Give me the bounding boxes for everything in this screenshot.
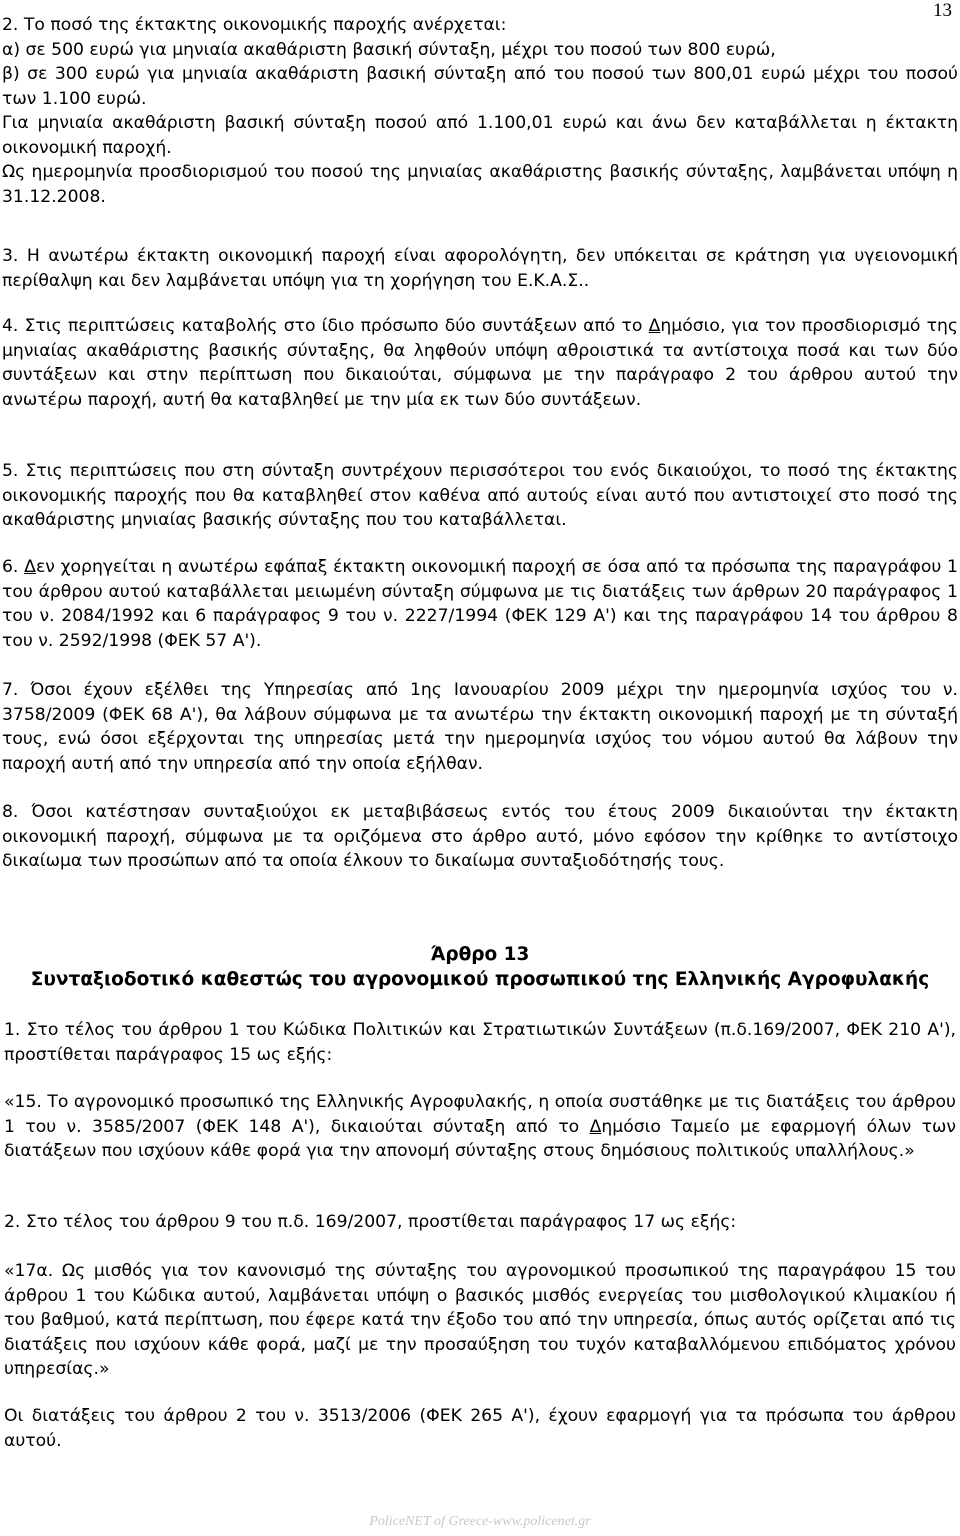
paragraph-4-text (2, 314, 958, 412)
quoted-paragraph-17a-text: «17α. Ως μισθός για τον κανονισμό της σύνταξης του αγρονομικού προσωπικού της παραγράφου 15 του άρθρου 1 του Κώδικα αυτού, λαμβάνεται υπόψη ο βασικός μισθός ενεργείας του μισθολογικού κλιμακίου ή του βαθμού, κατά περίπτωση, που έφερε κατά την έξοδο του από την υπηρεσία, όπως αυτός ορίζεται από τις διατάξεις που ισχύουν κάθε φορά, μαζί με την προσαύξηση του τυχόν καταβαλλόμενου επιδόματος χρόνου υπηρεσίας.» (4, 1261, 956, 1379)
paragraph-4-underlined-letter: Δ (648, 316, 661, 336)
paragraph-6-text (2, 555, 958, 653)
article-paragraph-1-text: 1. Στο τέλος του άρθρου 1 του Κώδικα Πολιτικών και Στρατιωτικών Συντάξεων (π.δ.169/2007, ΦΕΚ 210 Α'), προστίθεται παράγραφος 15 ως εξής: (4, 1020, 956, 1065)
article-paragraph-2-text: 2. Στο τέλος του άρθρου 9 του π.δ. 169/2007, προστίθεται παράγραφος 17 ως εξής: (4, 1212, 737, 1232)
paragraph-8 (0, 800, 960, 874)
article-closing-provision-text: Οι διατάξεις του άρθρου 2 του ν. 3513/2006 (ΦΕΚ 265 Α'), έχουν εφαρμογή για τα πρόσωπα του άρθρου αυτού. (4, 1406, 956, 1451)
paragraph-3 (0, 244, 960, 293)
paragraph-2-intro: 2. Το ποσό της έκτακτης οικονομικής παροχής ανέρχεται: (2, 15, 507, 35)
paragraph-3-text: 3. Η ανωτέρω έκτακτη οικονομική παροχή είναι αφορολόγητη, δεν υπόκειται σε κράτηση για υγειονομική περίθαλψη και δεν λαμβάνεται υπόψη για τη χορήγηση του Ε.Κ.Α.Σ.. (2, 246, 958, 291)
paragraph-4-part-1: 4. Στις περιπτώσεις καταβολής στο ίδιο πρόσωπο δύο συντάξεων από το (2, 316, 649, 336)
paragraph-4 (0, 314, 960, 412)
article-closing-provision (0, 1404, 960, 1453)
quoted-paragraph-15-part-1: «15. Το αγρονομικό προσωπικό της Ελληνικής Αγροφυλακής, η οποία συστάθηκε με τις διατάξεις του άρθρου 1 του ν. 3585/2007 (ΦΕΚ 148 Α'), δικαιούται σύνταξη από το (4, 1092, 956, 1137)
article-paragraph-2 (0, 1210, 960, 1235)
quoted-paragraph-15-underlined-letter: Δ (589, 1116, 602, 1137)
quoted-paragraph-15-text (4, 1090, 956, 1164)
paragraph-2-item-a: α) σε 500 ευρώ για μηνιαία ακαθάριστη βασική σύνταξη, μέχρι του ποσού των 800 ευρώ, (2, 39, 776, 60)
quoted-paragraph-15 (0, 1090, 960, 1164)
article-number: Άρθρο 13 (430, 944, 530, 965)
page-number: 13 (933, 0, 952, 21)
paragraph-5-text: 5. Στις περιπτώσεις που στη σύνταξη συντρέχουν περισσότεροι του ενός δικαιούχοι, το ποσό της έκτακτης οικονομικής παροχής που θα καταβληθεί στον καθένα από αυτούς είναι αυτό που αντιστοιχεί στο ποσό της ακαθάριστης μηνιαίας βασικής σύνταξης που του καταβάλλεται. (2, 461, 958, 530)
paragraph-8-text: 8. Όσοι κατέστησαν συνταξιούχοι εκ μεταβιβάσεως εντός του έτους 2009 δικαιούνται την έκτακτη οικονομική παροχή, σύμφωνα με τα οριζόμενα στο άρθρο αυτό, μόνο εφόσον την κρίθηκε το αντίστοιχο δικαίωμα των προσώπων από τα οποία έλκουν το δικαίωμα συνταξιοδότησής τους. (2, 802, 958, 871)
paragraph-7 (0, 678, 960, 776)
paragraph-4-part-2: ημόσιο, για τον προσδιορισμό της μηνιαίας ακαθάριστης βασικής σύνταξης, θα ληφθούν υπόψη αθροιστικά τα αντίστοιχα ποσά και των δύο συντάξεων και στην περίπτωση που δικαιούται, σύμφωνα με την παράγραφο 2 του άρθρου αυτού την ανωτέρω παροχή, αυτή θα καταβληθεί με την μία εκ των δύο συντάξεων. (2, 316, 958, 410)
paragraph-6 (0, 555, 960, 653)
paragraph-2-reference-date: Ως ημερομηνία προσδιορισμού του ποσού της μηνιαίας ακαθάριστης βασικής σύνταξης, λαμβάνεται υπόψη η 31.12.2008. (2, 162, 958, 207)
article-title: Συνταξιοδοτικό καθεστώς του αγρονομικού προσωπικού της Ελληνικής Αγροφυλακής (30, 969, 930, 990)
paragraph-7-text: 7. Όσοι έχουν εξέλθει της Υπηρεσίας από 1ης Ιανουαρίου 2009 μέχρι την ημερομηνία ισχύος του ν. 3758/2009 (ΦΕΚ 68 Α'), θα λάβουν σύμφωνα με τα ανωτέρω την έκτακτη οικονομική παροχή με τη σύνταξή τους, ενώ όσοι εξέρχονται της υπηρεσίας μετά την ημερομηνία ισχύος του νόμου αυτού θα λάβουν την παροχή αυτή από την υπηρεσία από την οποία εξήλθαν. (2, 680, 958, 774)
paragraph-2-item-b: β) σε 300 ευρώ για μηνιαία ακαθάριστη βασική σύνταξη από του ποσού των 800,01 ευρώ μέχρι του ποσού των 1.100 ευρώ. (2, 64, 958, 109)
footer-watermark: PoliceNET of Greece-www.policenet.gr (369, 1514, 591, 1529)
paragraph-6-part-1: 6. (2, 557, 25, 577)
paragraph-5 (0, 459, 960, 533)
article-paragraph-1 (0, 1018, 960, 1067)
paragraph-6-underlined-letter: Δ (24, 557, 36, 577)
quoted-paragraph-15-part-2: ημόσιο Ταμείο με εφαρμογή όλων των διατάξεων που ισχύουν κάθε φορά για την απονομή σύνταξης στους δημόσιους πολιτικούς υπαλλήλους.» (4, 1116, 956, 1161)
paragraph-2-exclusion: Για μηνιαία ακαθάριστη βασική σύνταξη ποσού από 1.100,01 ευρώ και άνω δεν καταβάλλεται η έκτακτη οικονομική παροχή. (2, 113, 958, 158)
quoted-paragraph-17a (0, 1259, 960, 1382)
paragraph-2 (0, 13, 960, 209)
paragraph-6-part-2: εν χορηγείται η ανωτέρω εφάπαξ έκτακτη οικονομική παροχή σε όσα από τα πρόσωπα της παραγράφου 1 του άρθρου αυτού καταβάλλεται μειωμένη σύνταξη σύμφωνα με τις διατάξεις των άρθρων 20 παράγραφος 1 του ν. 2084/1992 και 6 παράγραφος 9 του ν. 2227/1994 (ΦΕΚ 129 Α') και της παραγράφου 14 του άρθρου 8 του ν. 2592/1998 (ΦΕΚ 57 Α'). (2, 557, 958, 651)
